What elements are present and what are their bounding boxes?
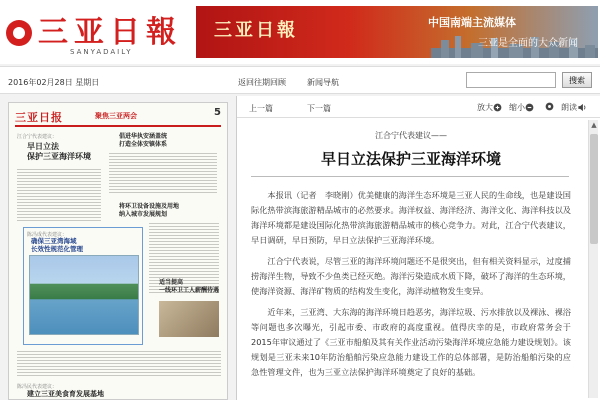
zoom-out-button[interactable]	[509, 102, 536, 113]
header-banner	[196, 6, 598, 58]
article-paragraph: 近年来，三亚湾、大东海的海洋环境日趋恶劣，海洋垃圾、污水排放以及裸泳、裸浴等问题也多次曝光，引起市委、市政府的高度重视。值得庆幸的是，市政府常务会于2015年审议通过了《三亚市船舶及其有关作业活动污染海洋环境应急能力建设规划》。该规划是三亚未来10年防治船舶污染应急能力建设工作的总体部署，是防治船舶污染的应急性管理文件，也为三亚立法保护海洋环境奠定了良好的基础。	[251, 307, 571, 377]
scroll-up-icon[interactable]: ▲	[591, 121, 597, 129]
read-aloud-label: 朗读	[561, 103, 577, 112]
banner-slogan-1: 中国南端主流媒体	[428, 16, 516, 29]
logo-text: 三亚日報	[38, 15, 182, 50]
prev-article-link[interactable]: 上一篇	[249, 104, 273, 113]
worker-photo	[159, 301, 219, 337]
article-paragraph: 本报讯（记者 李晓刚）优美健康的海洋生态环境是三亚人民的生命线，也是建设国际化热带滨海旅游精品城市的必然要求。海洋权益、海洋经济、海洋文化、海洋科技以及海洋环境都是建设国际化热带滨海旅游精品城市的核心竞争力。对此，江合宁代表建议，早日调研，早日预防，早日立法保护三亚海洋环境。	[251, 190, 571, 245]
search-button[interactable]: 搜索	[562, 72, 592, 88]
thumb-article-link[interactable]: 早日立法 保护三亚海洋环境	[27, 141, 91, 161]
site-header	[0, 0, 600, 64]
thumb-article-link[interactable]: 建立三亚美食育发展基地	[27, 389, 104, 398]
thumb-text-block	[17, 167, 101, 223]
title-divider	[251, 176, 569, 177]
zoom-in-button[interactable]	[477, 102, 504, 113]
thumb-article-link[interactable]: 适当提高 一线环卫工人薪酬待遇	[159, 279, 220, 294]
banner-slogan-2: 三亚是全面的大众新闻	[478, 38, 578, 49]
page-thumbnail[interactable]	[8, 102, 228, 400]
thumb-section-title: 聚焦三亚两会	[95, 112, 137, 120]
zoom-out-label: 缩小	[509, 103, 525, 112]
logo-subtitle: SANYADAILY	[70, 48, 133, 56]
article-body	[251, 188, 571, 400]
article-kicker: 江合宁代表建议——	[375, 131, 447, 140]
thumb-text-block	[109, 151, 217, 195]
zoom-reset-button[interactable]	[545, 102, 556, 111]
news-nav-link[interactable]: 新闻导航	[307, 78, 339, 87]
thumb-article-link[interactable]: 将环卫设备设施及用地 纳入城市发展规划	[119, 203, 180, 218]
article-title: 早日立法保护三亚海洋环境	[320, 150, 501, 168]
banner-logo: 三亚日報	[214, 20, 298, 41]
scrollbar-thumb[interactable]	[590, 134, 598, 244]
thumb-page-number: 5	[214, 107, 221, 118]
thumb-kicker: 陈冯民代表建议：	[17, 384, 58, 390]
article-scrollbar[interactable]	[588, 120, 598, 398]
logo-mark-icon	[6, 20, 32, 46]
next-article-link[interactable]: 下一篇	[307, 104, 331, 113]
zoom-reset-icon	[545, 102, 554, 111]
thumb-kicker: 陈冯成代表建议：	[27, 232, 68, 238]
zoom-in-label: 放大	[477, 103, 493, 112]
page-thumbnail-panel	[0, 96, 236, 400]
bay-photo	[29, 255, 139, 335]
zoom-out-icon	[525, 103, 534, 112]
thumb-article-link[interactable]: 倡进华执安涵盖统 打造全体安镇体系	[119, 133, 168, 148]
thumb-divider	[15, 125, 221, 127]
thumb-text-block	[17, 349, 221, 377]
speaker-icon	[577, 103, 587, 112]
article-toolbar	[237, 96, 600, 118]
read-aloud-button[interactable]	[561, 102, 589, 113]
article-paragraph: 江合宁代表说，尽管三亚的海洋环境问题还不是很突出，但有相关资料显示，过度捕捞海洋生物，导致不少鱼类已经灭绝。海洋污染造成水质下降，破坏了海洋的生态环境，使海洋资源、海洋矿物质的结构发生变化，海洋动植物发生变异。	[251, 256, 571, 296]
article-panel	[236, 96, 600, 400]
thumb-kicker: 江合宁代表建议：	[17, 134, 58, 140]
thumb-masthead: 三亚日报	[15, 111, 63, 124]
issue-date: 2016年02月28日 星期日	[8, 78, 100, 87]
zoom-in-icon	[493, 103, 502, 112]
thumb-article-link[interactable]: 确保三亚湾海域 长效性规范化管理	[31, 237, 83, 254]
past-issues-link[interactable]: 返回往期回顾	[238, 78, 286, 87]
search-input[interactable]	[466, 72, 556, 88]
top-nav	[0, 66, 600, 94]
